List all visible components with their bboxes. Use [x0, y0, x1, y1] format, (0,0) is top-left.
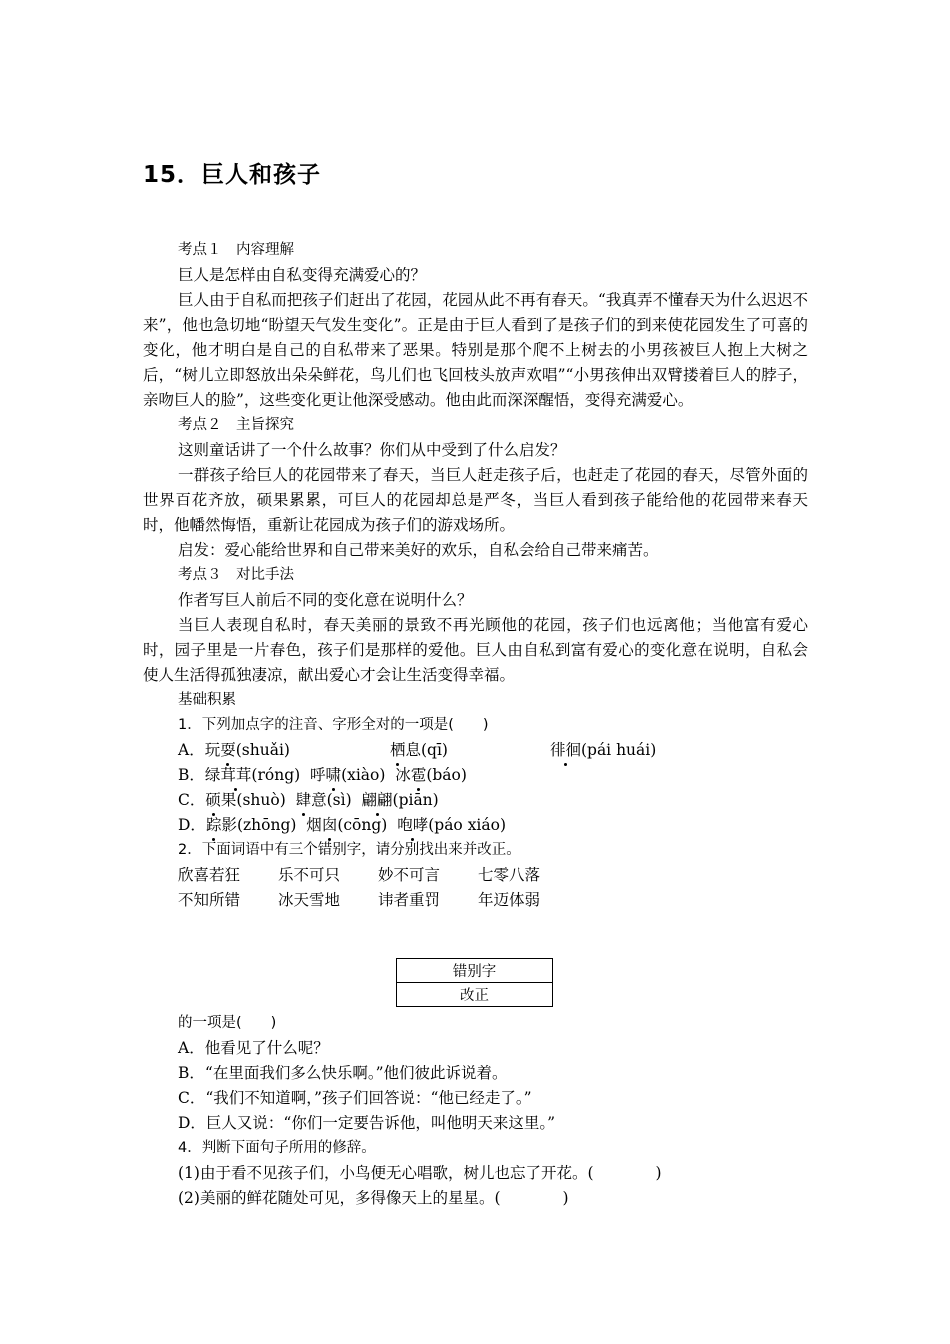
q4-item: (1)由于看不见孩子们，小鸟便无心唱歌，树儿也忘了开花。( ) — [178, 1164, 662, 1182]
q1-option-a: A．玩耍(shuǎi) 栖息(qī) 徘徊(pái huái) — [143, 738, 808, 763]
q3-option-c: C．“我们不知道啊，”孩子们回答说：“他已经走了。” — [178, 1089, 532, 1107]
q2-word-row: 欣喜若狂 乐不可只 妙不可言 七零八落 — [178, 866, 541, 884]
q1-option-b: B．绿茸茸(róng) 呼啸(xiào) 冰雹(báo) — [143, 763, 808, 788]
section-question: 巨人是怎样由自私变得充满爱心的？ — [178, 266, 427, 284]
lower-content — [143, 1011, 808, 1211]
basics-heading: 基础积累 — [178, 692, 236, 708]
section-heading: 考点３ 对比手法 — [178, 567, 294, 583]
q3-option-b: B．“在里面我们多么快乐啊。”他们彼此诉说着。 — [178, 1064, 508, 1082]
section-heading: 考点２ 主旨探究 — [178, 417, 294, 433]
option-word: 栖息(qī) — [390, 738, 448, 763]
question-3-stem: 的一项是( ) — [178, 1015, 277, 1031]
page-title: 15．巨人和孩子 — [143, 162, 322, 188]
q3-option-d: D．巨人又说：“你们一定要告诉他，叫他明天来这里。” — [178, 1114, 556, 1132]
q1-option-d: D．踪影(zhōng) 烟囱(cōng) 咆哮(páo xiáo) — [143, 813, 808, 838]
question-2-stem: 2．下面词语中有三个错别字，请分别找出来并改正。 — [178, 842, 521, 858]
option-word: 呼啸(xiào) — [310, 763, 385, 788]
q1-option-c: C．硕果(shuò) 肆意(sì) 翩翩(piān) — [143, 788, 808, 813]
section-insight: 启发：爱心能给世界和自己带来美好的欢乐，自私会给自己带来痛苦。 — [178, 541, 659, 559]
question-1-stem: 1．下列加点字的注音、字形全对的一项是( ) — [178, 717, 489, 733]
q2-word-row: 不知所错 冰天雪地 讳者重罚 年迈体弱 — [178, 891, 541, 909]
table-cell-correction: 改正 — [397, 983, 553, 1007]
option-word: 玩耍(shuǎi) — [205, 738, 290, 763]
option-word: 硕果(shuò) — [205, 788, 285, 813]
section-answer: 当巨人表现自私时，春天美丽的景致不再光顾他的花园，孩子们也远离他；当他富有爱心时，园子里是一片春色，孩子们是那样的爱他。巨人由自私到富有爱心的变化意在说明，自私会使人生活得孤独凄凉，献出爱心才会让生活变得幸福。 — [143, 616, 808, 684]
option-word: 翩翩(piān) — [362, 788, 439, 813]
option-word: 徘徊(pái huái) — [550, 738, 656, 763]
option-word: 烟囱(cōng) — [306, 813, 387, 838]
main-content — [143, 238, 808, 913]
option-word: 冰雹(báo) — [395, 763, 467, 788]
question-4-stem: 4．判断下面句子所用的修辞。 — [178, 1140, 376, 1156]
table-cell-typo: 错别字 — [397, 959, 553, 983]
correction-table — [396, 958, 553, 1007]
option-word: 踪影(zhōng) — [206, 813, 297, 838]
q3-option-a: A．他看见了什么呢？ — [178, 1039, 329, 1057]
section-answer: 一群孩子给巨人的花园带来了春天，当巨人赶走孩子后，也赶走了花园的春天，尽管外面的世界百花齐放，硕果累累，可巨人的花园却总是严冬，当巨人看到孩子能给他的花园带来春天时，他幡然悔悟，重新让花园成为孩子们的游戏场所。 — [143, 466, 808, 534]
q4-item: (2)美丽的鲜花随处可见，多得像天上的星星。( ) — [178, 1189, 569, 1207]
section-answer: 巨人由于自私而把孩子们赶出了花园，花园从此不再有春天。“我真弄不懂春天为什么迟迟不来”，他也急切地“盼望天气发生变化”。正是由于巨人看到了是孩子们的到来使花园发生了可喜的变化，他才明白是自己的自私带来了恶果。特别是那个爬不上树去的小男孩被巨人抱上大树之后，“树儿立即怒放出朵朵鲜花，鸟儿们也飞回枝头放声欢唱”“小男孩伸出双臂搂着巨人的脖子，亲吻巨人的脸”，这些变化更让他深受感动。他由此而深深醒悟，变得充满爱心。 — [143, 291, 808, 409]
section-question: 这则童话讲了一个什么故事？你们从中受到了什么启发？ — [178, 441, 566, 459]
option-word: 咆哮(páo xiáo) — [397, 813, 506, 838]
section-heading: 考点１ 内容理解 — [178, 242, 294, 258]
section-question: 作者写巨人前后不同的变化意在说明什么？ — [178, 591, 473, 609]
option-word: 肆意(sì) — [296, 788, 352, 813]
option-word: 绿茸茸(róng) — [205, 763, 300, 788]
